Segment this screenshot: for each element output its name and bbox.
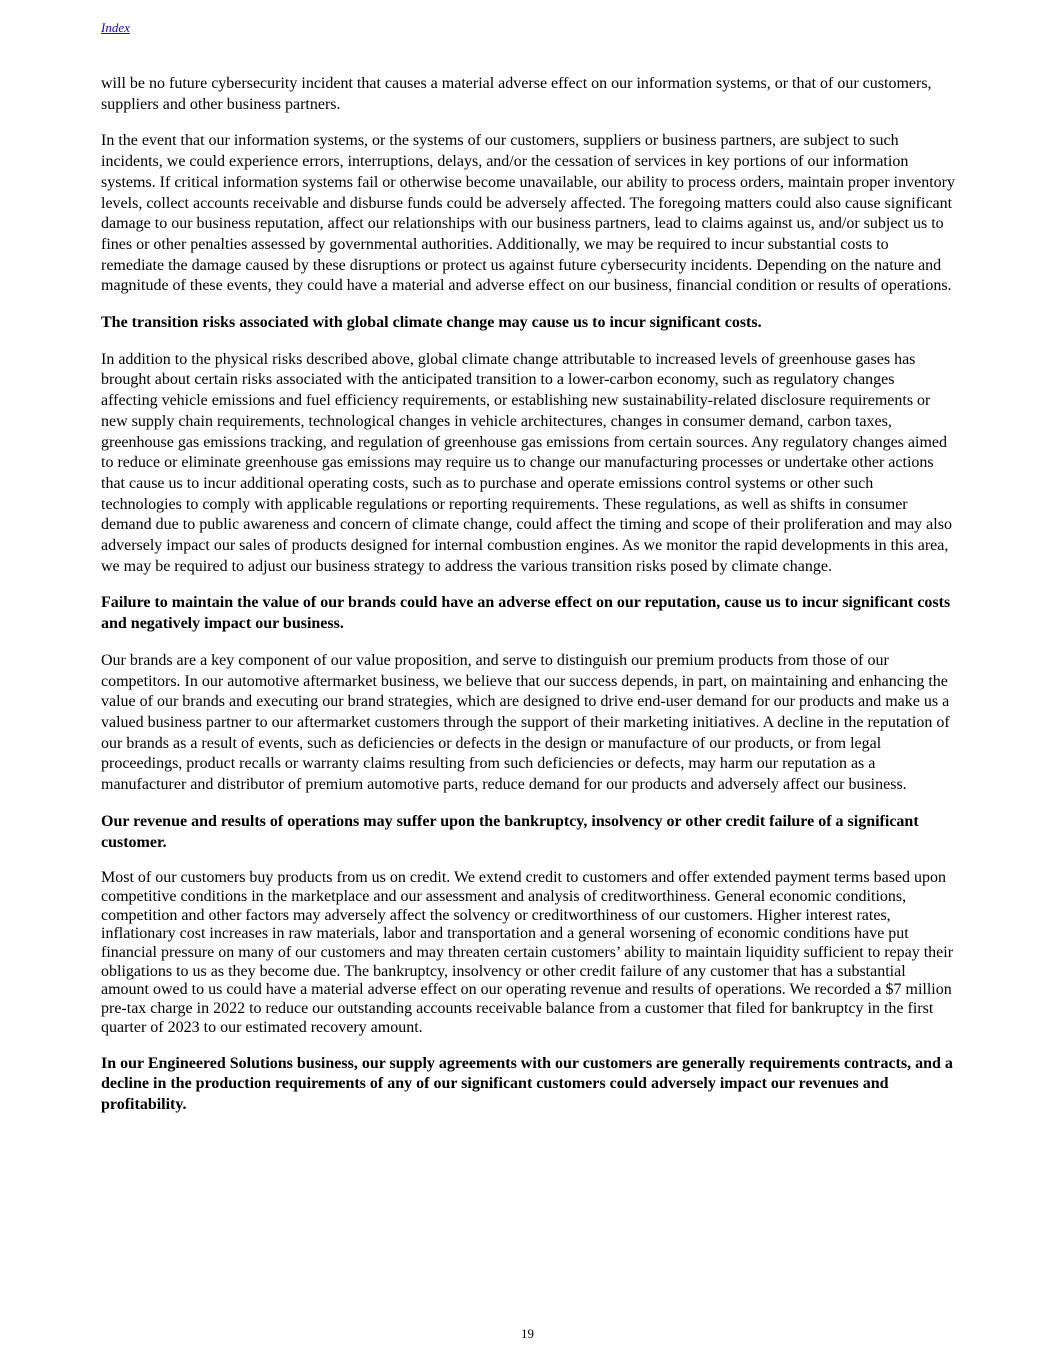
heading-engineered-solutions: In our Engineered Solutions business, our supply agreements with our customers are generally requirements contracts, and a decline in the production requirements of any of our significant customers could adversely impact our revenues and profitability. <box>101 1054 953 1113</box>
heading-customer-credit-failure: Our revenue and results of operations may suffer upon the bankruptcy, insolvency or other credit failure of a significant customer. <box>101 812 919 851</box>
paragraph-brands: Our brands are a key component of our value proposition, and serve to distinguish our premium products from those of our competitors. In our automotive aftermarket business, we believe that our success depends, in part, on maintaining and enhancing the value of our brands and executing our brand strategies, which are designed to drive end-user demand for our products and make us a valued business partner to our aftermarket customers through the support of their marketing initiatives. A decline in the reputation of our brands as a result of events, such as deficiencies or defects in the design or manufacture of our products, or from legal proceedings, product recalls or warranty claims resulting from such deficiencies or defects, may harm our reputation as a manufacturer and distributor of premium automotive parts, reduce demand for our products and adversely affect our business. <box>101 651 950 794</box>
paragraph-information-systems: In the event that our information systems, or the systems of our customers, suppliers or business partners, are subject to such incidents, we could experience errors, interruptions, delays, and/or the cessation of services in key portions of our information systems. If critical information systems fail or otherwise become unavailable, our ability to process orders, maintain proper inventory levels, collect accounts receivable and disburse funds could be adversely affected. The foregoing matters could also cause significant damage to our business reputation, affect our relationships with our business partners, lead to claims against us, and/or subject us to fines or other penalties assessed by governmental authorities. Additionally, we may be required to incur substantial costs to remediate the damage caused by these disruptions or protect us against future cybersecurity incidents. Depending on the nature and magnitude of these events, they could have a material and adverse effect on our business, financial condition or results of operations. <box>101 132 955 295</box>
paragraph-cybersecurity-continued: will be no future cybersecurity incident that causes a material adverse effect on our information systems, or that of our customers, suppliers and other business partners. <box>101 75 932 113</box>
heading-climate-transition-risks: The transition risks associated with global climate change may cause us to incur significant costs. <box>101 314 762 332</box>
index-link[interactable]: Index <box>101 20 130 35</box>
document-body <box>101 74 955 1132</box>
paragraph-customer-credit: Most of our customers buy products from us on credit. We extend credit to customers and offer extended payment terms based upon competitive conditions in the marketplace and our assessment and analysis of creditworthiness. General economic conditions, competition and other factors may adversely affect the solvency or creditworthiness of our customers. Higher interest rates, inflationary cost increases in raw materials, labor and transportation and a general worsening of economic conditions have put financial pressure on many of our customers and may threaten certain customers’ ability to maintain liquidity sufficient to repay their obligations to us as they become due. The bankruptcy, insolvency or other credit failure of any customer that has a substantial amount owed to us could have a material adverse effect on our operating revenue and results of operations. We recorded a $7 million pre-tax charge in 2022 to reduce our outstanding accounts receivable balance from a customer that filed for bankruptcy in the first quarter of 2023 to our estimated recovery amount. <box>101 869 954 1036</box>
heading-brand-value: Failure to maintain the value of our brands could have an adverse effect on our reputation, cause us to incur significant costs and negatively impact our business. <box>101 594 951 633</box>
paragraph-climate-change: In addition to the physical risks described above, global climate change attributable to increased levels of greenhouse gases has brought about certain risks associated with the anticipated transition to a lower-carbon economy, such as regulatory changes affecting vehicle emissions and fuel efficiency requirements, or establishing new sustainability-related disclosure requirements or new supply chain requirements, technological changes in vehicle architectures, changes in consumer demand, carbon taxes, greenhouse gas emissions tracking, and regulation of greenhouse gas emissions from certain sources. Any regulatory changes aimed to reduce or eliminate greenhouse gas emissions may require us to change our manufacturing processes or undertake other actions that cause us to incur additional operating costs, such as to purchase and operate emissions control systems or other such technologies to comply with applicable regulations or reporting requirements. These regulations, as well as shifts in consumer demand due to public awareness and concern of climate change, could affect the timing and scope of their proliferation and may also adversely impact our sales of products designed for internal combustion engines. As we monitor the rapid developments in this area, we may be required to adjust our business strategy to address the various transition risks posed by climate change. <box>101 350 952 575</box>
page-number: 19 <box>521 1326 534 1341</box>
